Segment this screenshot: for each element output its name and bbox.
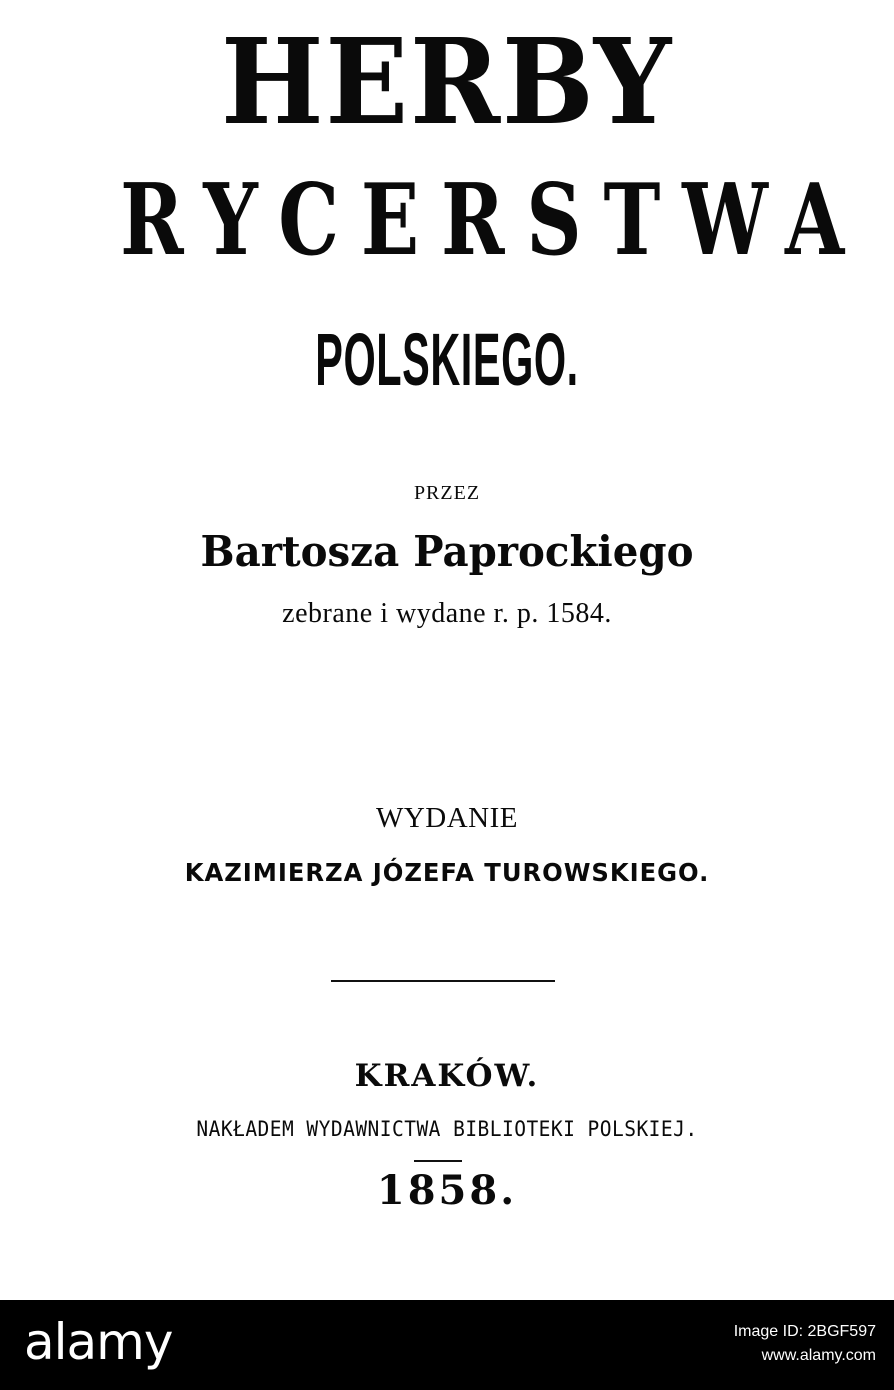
publication-city: KRAKÓW. (354, 1058, 540, 1094)
collected-note: zebrane i wydane r. p. 1584. (282, 598, 612, 629)
editor-name: KAZIMIERZA JÓZEFA TUROWSKIEGO. (184, 858, 710, 887)
image-meta (734, 1320, 876, 1368)
publication-year: 1858. (376, 1167, 518, 1214)
short-divider-rule (414, 1160, 462, 1162)
watermark-footer (0, 1300, 894, 1390)
edition-label: WYDANIE (375, 802, 518, 834)
author-name: Bartosza Paprockiego (200, 527, 694, 576)
title-line-2: RYCERSTWA (120, 163, 867, 278)
publisher-line: NAKŁADEM WYDAWNICTWA BIBLIOTEKI POLSKIEJ. (196, 1117, 698, 1141)
by-label: PRZEZ (413, 482, 481, 504)
site-url-text: www.alamy.com (761, 1347, 876, 1364)
alamy-logo: alamy (24, 1313, 173, 1371)
title-line-3: POLSKIEGO. (315, 318, 579, 401)
divider-rule (331, 980, 555, 982)
image-id-text: Image ID: 2BGF597 (733, 1323, 876, 1340)
title-line-1: HERBY (220, 12, 674, 151)
